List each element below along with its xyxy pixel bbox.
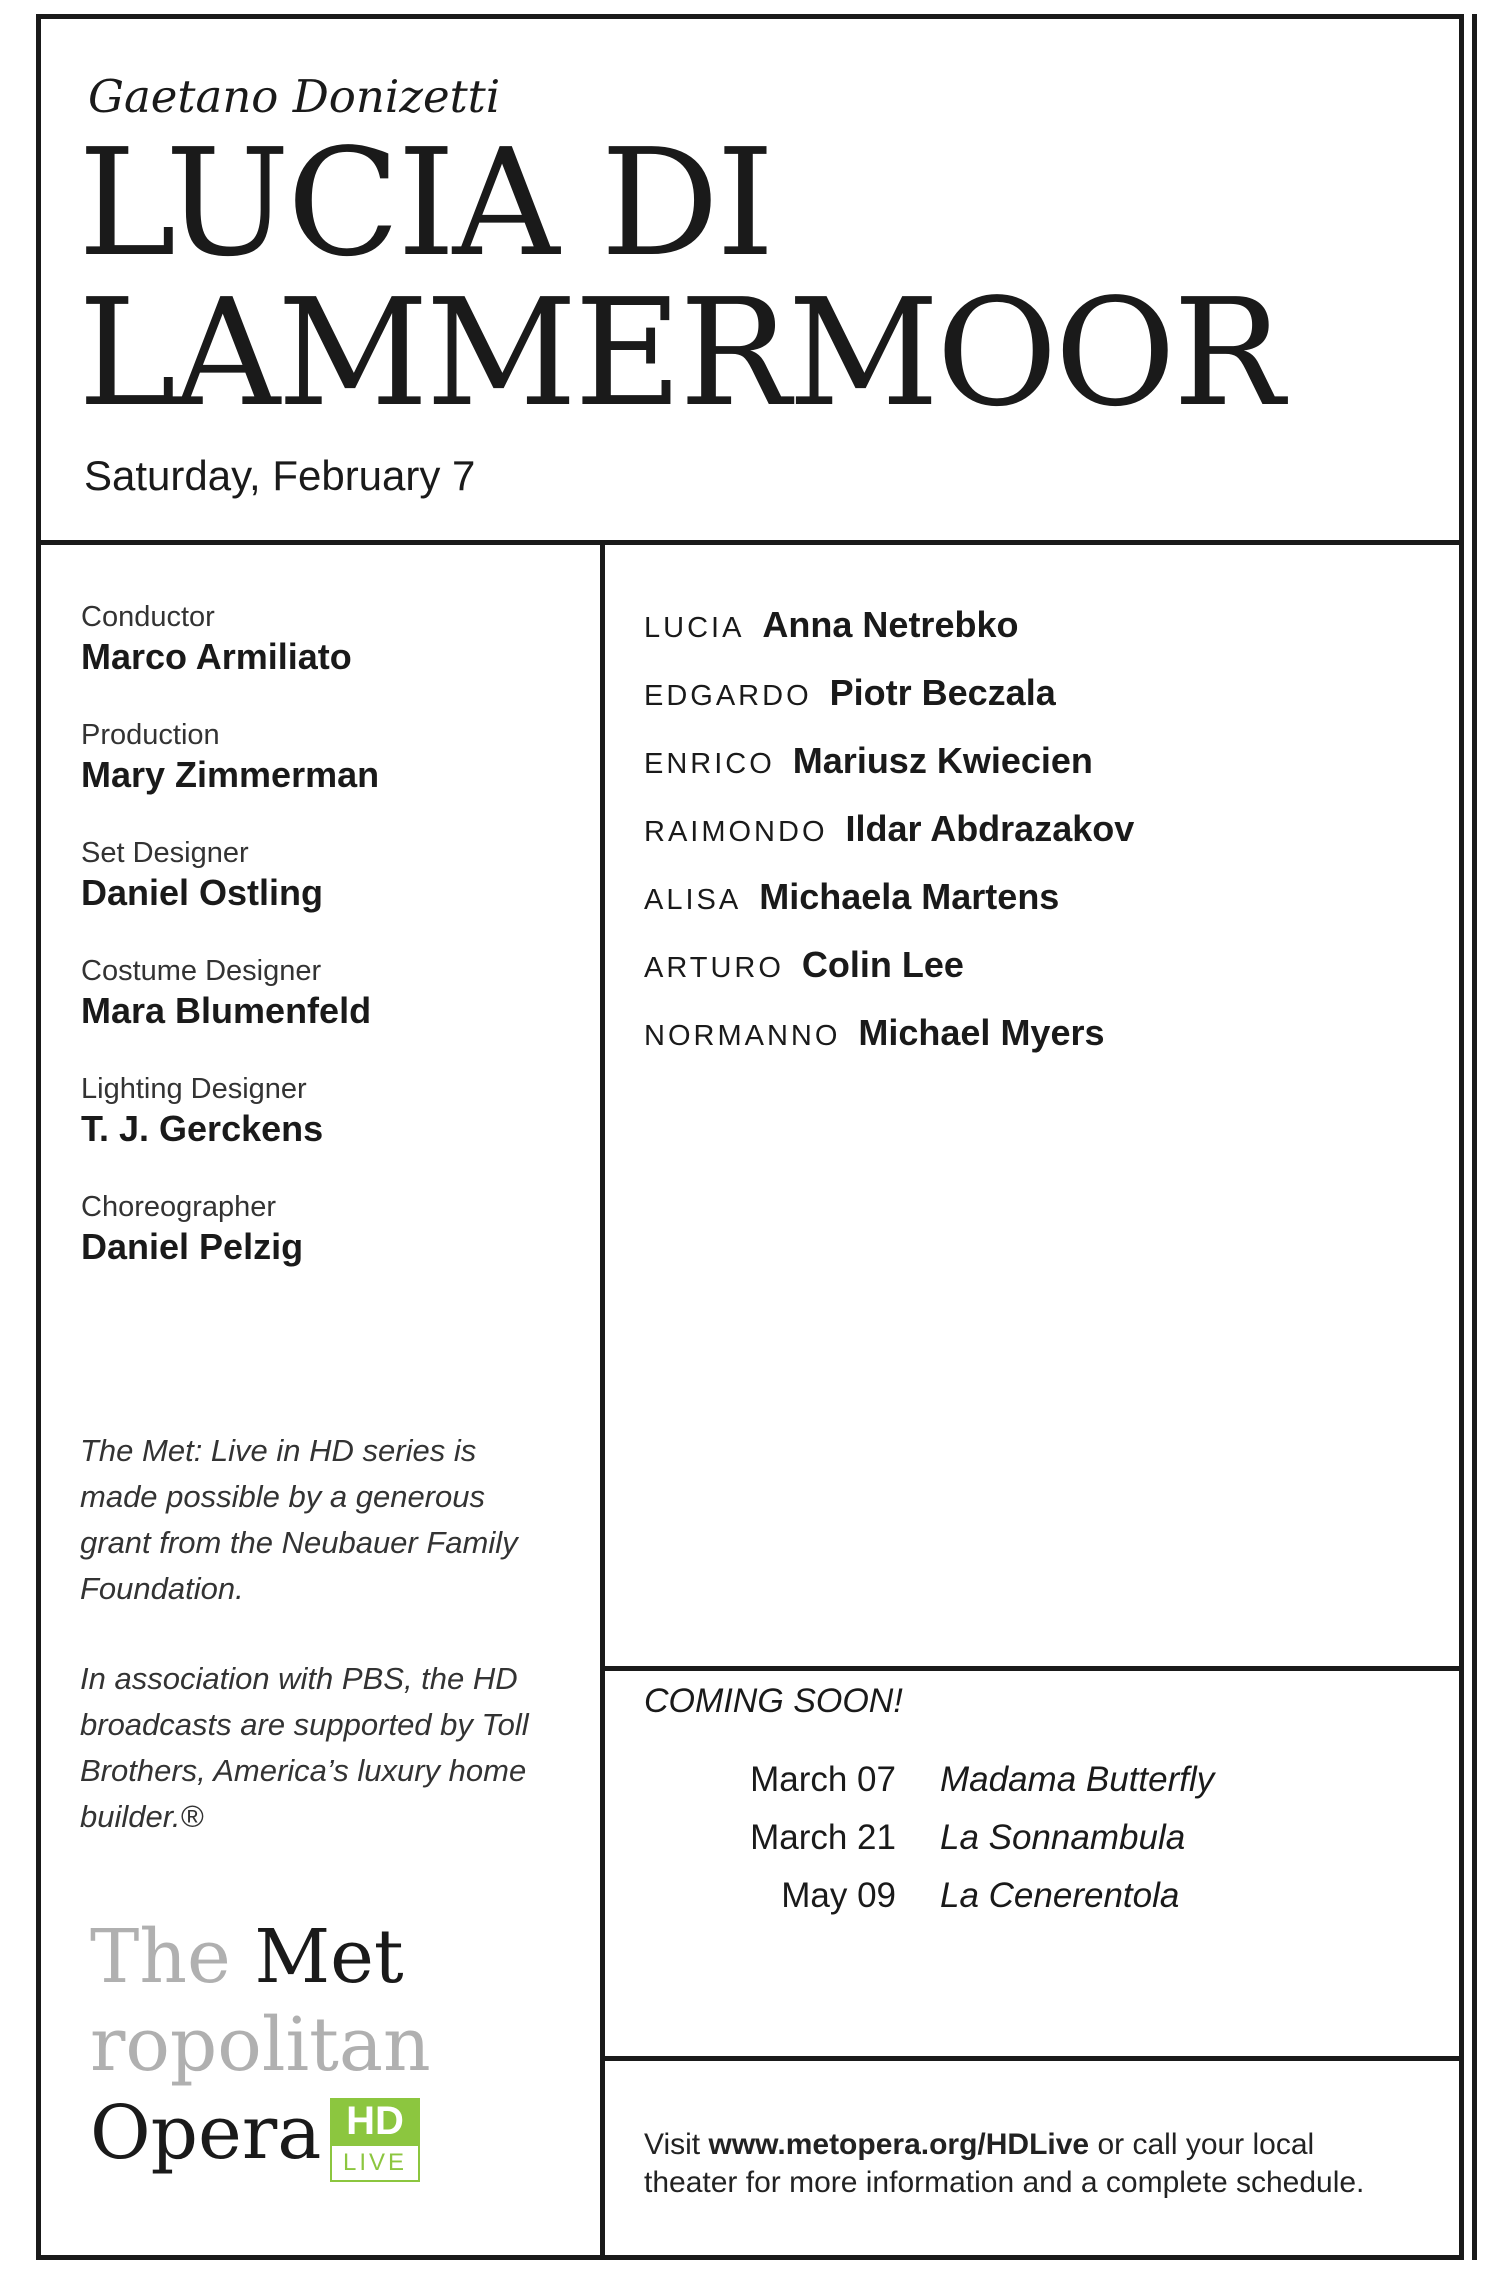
schedule-date: March 07 [750,1760,896,1799]
visit-line2: theater for more information and a complete schedule. [644,2166,1365,2199]
coming-soon-heading: COMING SOON! [644,1682,903,1720]
credit-name: Daniel Ostling [81,872,324,913]
opera-title-line2: LAMMERMOOR [78,267,1282,439]
hd-live-badge [330,2098,420,2182]
cast-row [644,808,1134,876]
schedule-row [640,1818,1340,1876]
cast-row [644,672,1134,740]
sponsor-note [80,1428,560,1884]
credit-role: Set Designer [81,837,249,869]
performance-date: Saturday, February 7 [84,452,476,499]
schedule-title: La Cenerentola [940,1876,1180,1915]
cast-list [644,604,1134,1080]
credit-role: Conductor [81,601,215,633]
cast-role: ARTURO [644,952,784,984]
cast-role: RAIMONDO [644,816,828,848]
schedule-title: Madama Butterfly [940,1760,1215,1799]
credit-role: Production [81,719,220,751]
coming-soon-divider [600,1666,1464,1671]
cast-singer: Michaela Martens [759,876,1060,917]
column-divider [600,540,605,2260]
cast-row [644,1012,1134,1080]
cast-singer: Anna Netrebko [762,604,1019,645]
credit-name: Mara Blumenfeld [81,990,372,1031]
schedule-row [640,1760,1340,1818]
met-opera-logo [90,1914,470,2190]
cast-role: LUCIA [644,612,745,644]
cast-row [644,740,1134,808]
logo-word-opera: Opera [90,2090,322,2176]
cast-singer: Mariusz Kwiecien [792,740,1093,781]
cast-row [644,876,1134,944]
sponsor-paragraph: In association with PBS, the HD broadcasts are supported by Toll Brothers, America’s luxury home builder.® [80,1661,529,1834]
visit-info [644,2126,1364,2202]
credit-name: T. J. Gerckens [81,1108,324,1149]
cast-singer: Michael Myers [858,1012,1105,1053]
credits-list [81,600,379,1308]
logo-word-ropolitan: ropolitan [90,2002,431,2088]
opera-title-line1: LUCIA DI [78,117,772,289]
schedule-date: May 09 [781,1876,896,1915]
website-link[interactable]: www.metopera.org/HDLive [708,2128,1090,2161]
cast-singer: Colin Lee [801,944,964,985]
credit-role: Lighting Designer [81,1073,307,1105]
hd-badge-bottom: LIVE [330,2144,420,2182]
cast-role: EDGARDO [644,680,812,712]
cast-row [644,944,1134,1012]
visit-prefix: Visit [644,2128,701,2161]
schedule-title: La Sonnambula [940,1818,1186,1857]
opera-title [78,117,1282,439]
credit-role: Costume Designer [81,955,322,987]
cast-singer: Ildar Abdrazakov [845,808,1135,849]
visit-suffix: or call your local [1097,2128,1315,2161]
coming-soon-schedule [640,1760,1340,1934]
credit-name: Daniel Pelzig [81,1226,304,1267]
composer-name: Gaetano Donizetti [88,70,501,123]
schedule-date: March 21 [750,1818,896,1857]
footer-divider [600,2056,1464,2061]
logo-word-the: The [90,1914,231,2000]
frame-edge-right [1472,14,1477,2260]
hd-badge-top: HD [330,2098,420,2144]
sponsor-paragraph: The Met: Live in HD series is made possible by a generous grant from the Neubauer Family Foundation. [80,1433,518,1606]
credit-name: Marco Armiliato [81,636,352,677]
cast-role: NORMANNO [644,1020,841,1052]
credit-role: Choreographer [81,1191,277,1223]
credit-name: Mary Zimmerman [81,754,380,795]
logo-word-met: Met [254,1914,404,2000]
schedule-row [640,1876,1340,1934]
header-divider [36,540,1464,545]
cast-role: ALISA [644,884,742,916]
cast-role: ENRICO [644,748,775,780]
cast-singer: Piotr Beczala [829,672,1056,713]
cast-row [644,604,1134,672]
